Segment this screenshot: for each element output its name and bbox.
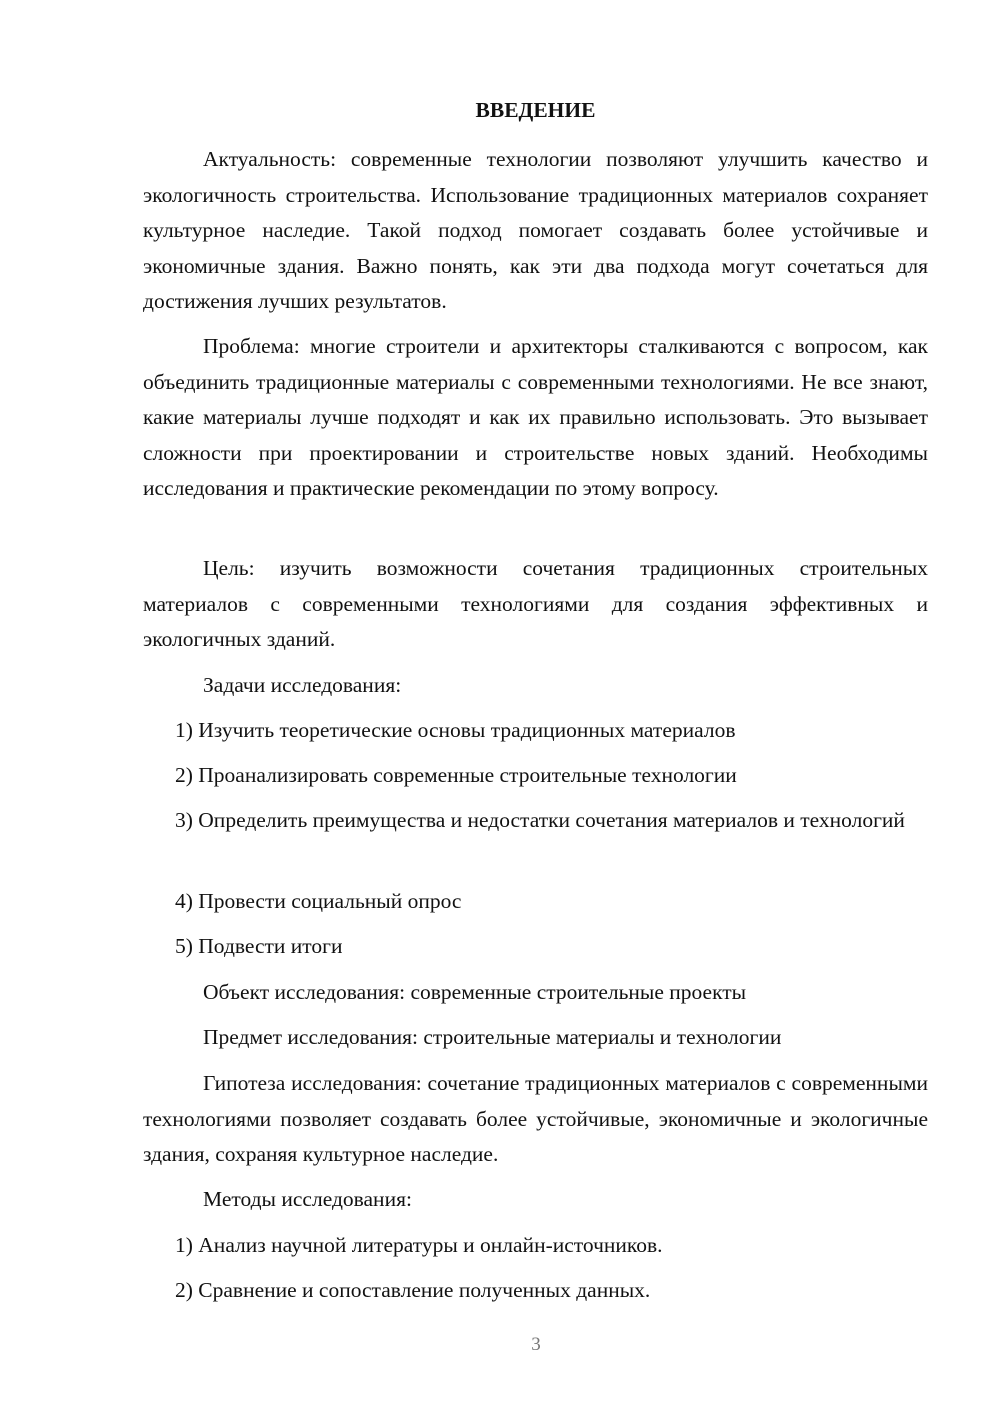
paragraph-hypothesis: Гипотеза исследования: сочетание традиционных материалов с современными технологиями позволяет создавать более устойчивые, экономичные и экологичные здания, сохраняя культурное наследие. xyxy=(143,1071,928,1166)
methods-heading: Методы исследования: xyxy=(203,1187,412,1211)
task-item-1: 1) Изучить теоретические основы традиционных материалов xyxy=(175,718,736,742)
task-item-5: 5) Подвести итоги xyxy=(175,934,343,958)
paragraph-subject: Предмет исследования: строительные материалы и технологии xyxy=(203,1025,782,1049)
paragraph-problem: Проблема: многие строители и архитекторы сталкиваются с вопросом, как объединить традиционные материалы с современными технологиями. Не все знают, какие материалы лучше подходят и как их правильно использовать. Это вызывает сложности при проектировании и строительстве новых зданий. Необходимы исследования и практические рекомендации по этому вопросу. xyxy=(143,334,928,500)
task-item-3: 3) Определить преимущества и недостатки сочетания материалов и технологий xyxy=(175,808,905,832)
paragraph-actuality: Актуальность: современные технологии позволяют улучшить качество и экологичность строительства. Использование традиционных материалов сохраняет культурное наследие. Такой подход помогает создавать более устойчивые и экономичные здания. Важно понять, как эти два подхода могут сочетаться для достижения лучших результатов. xyxy=(143,147,928,313)
task-item-4: 4) Провести социальный опрос xyxy=(175,889,462,913)
paragraph-goal: Цель: изучить возможности сочетания традиционных строительных материалов с современными технологиями для создания эффективных и экологичных зданий. xyxy=(143,556,928,651)
method-item-1: 1) Анализ научной литературы и онлайн-источников. xyxy=(175,1233,663,1257)
task-item-2: 2) Проанализировать современные строительные технологии xyxy=(175,763,737,787)
tasks-heading: Задачи исследования: xyxy=(203,673,402,697)
paragraph-object: Объект исследования: современные строительные проекты xyxy=(203,980,747,1004)
section-title: ВВЕДЕНИЕ xyxy=(475,98,596,122)
method-item-2: 2) Сравнение и сопоставление полученных данных. xyxy=(175,1278,651,1302)
page-number: 3 xyxy=(531,1334,541,1355)
